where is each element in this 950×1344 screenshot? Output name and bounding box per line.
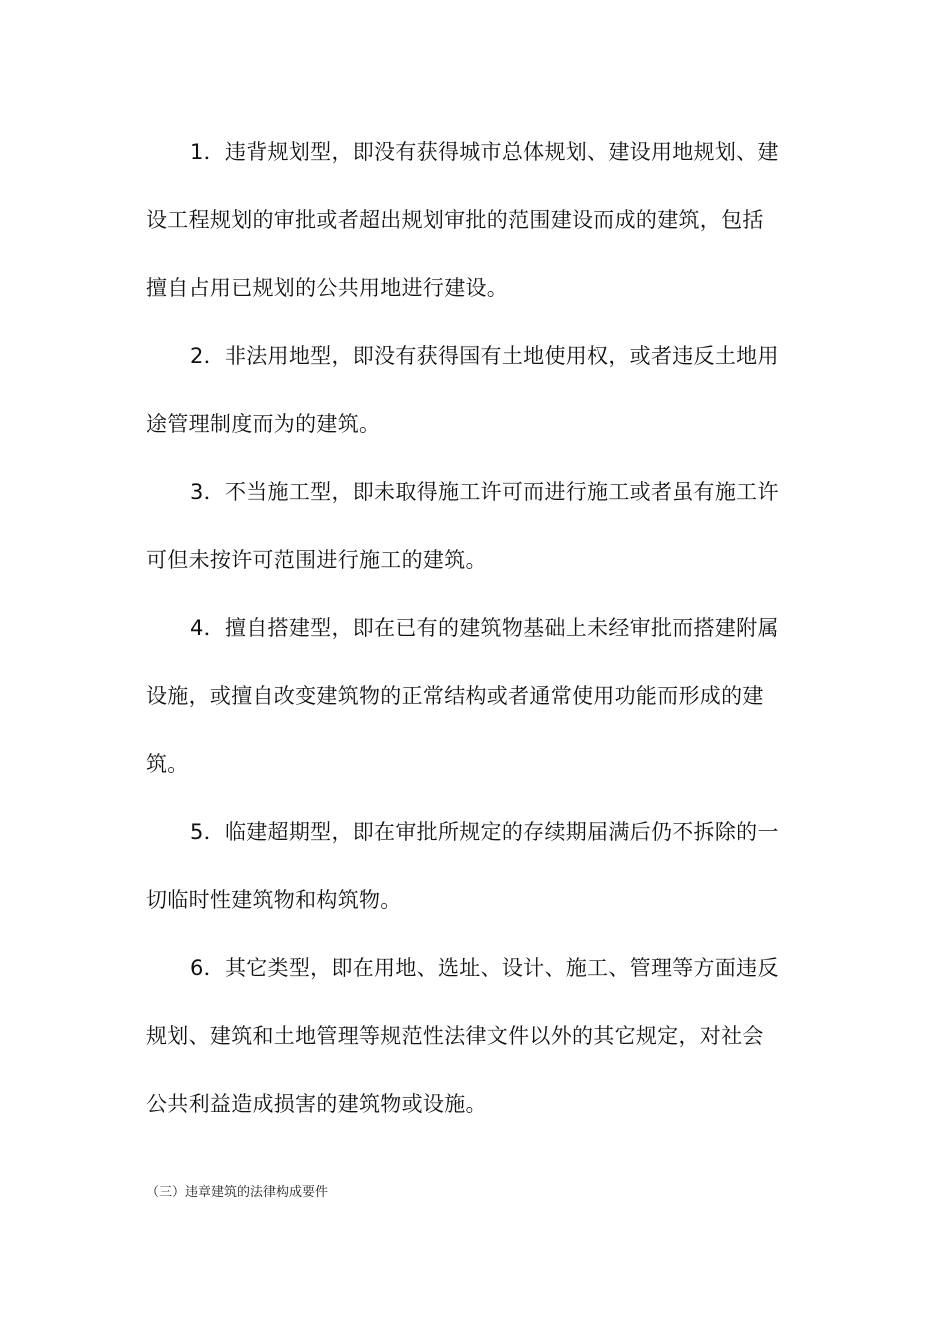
item-6-line-2: 规划、建筑和土地管理等规范性法律文件以外的其它规定，对社会 <box>146 1024 764 1048</box>
item-1-line-3: 擅自占用已规划的公共用地进行建设。 <box>146 276 509 300</box>
item-2-line-2: 途管理制度而为的建筑。 <box>146 412 381 436</box>
item-6-line-3: 公共利益造成损害的建筑物或设施。 <box>146 1092 487 1116</box>
item-6-line-1: 6．其它类型，即在用地、选址、设计、施工、管理等方面违反 <box>190 956 779 980</box>
item-2-line-1: 2．非法用地型，即没有获得国有土地使用权，或者违反土地用 <box>190 344 779 368</box>
item-3-line-2: 可但未按许可范围进行施工的建筑。 <box>146 548 487 572</box>
item-1-line-1: 1．违背规划型，即没有获得城市总体规划、建设用地规划、建 <box>190 140 779 164</box>
item-3-line-1: 3．不当施工型，即未取得施工许可而进行施工或者虽有施工许 <box>190 480 779 504</box>
item-4-line-2: 设施，或擅自改变建筑物的正常结构或者通常使用功能而形成的建 <box>146 684 764 708</box>
item-4-line-3: 筑。 <box>146 752 189 776</box>
item-1-line-2: 设工程规划的审批或者超出规划审批的范围建设而成的建筑，包括 <box>146 208 764 232</box>
item-5-line-1: 5．临建超期型，即在审批所规定的存续期届满后仍不拆除的一 <box>190 820 779 844</box>
item-4-line-1: 4．擅自搭建型，即在已有的建筑物基础上未经审批而搭建附属 <box>190 616 779 640</box>
section-heading: （三）违章建筑的法律构成要件 <box>146 1185 329 1200</box>
item-5-line-2: 切临时性建筑物和构筑物。 <box>146 888 402 912</box>
